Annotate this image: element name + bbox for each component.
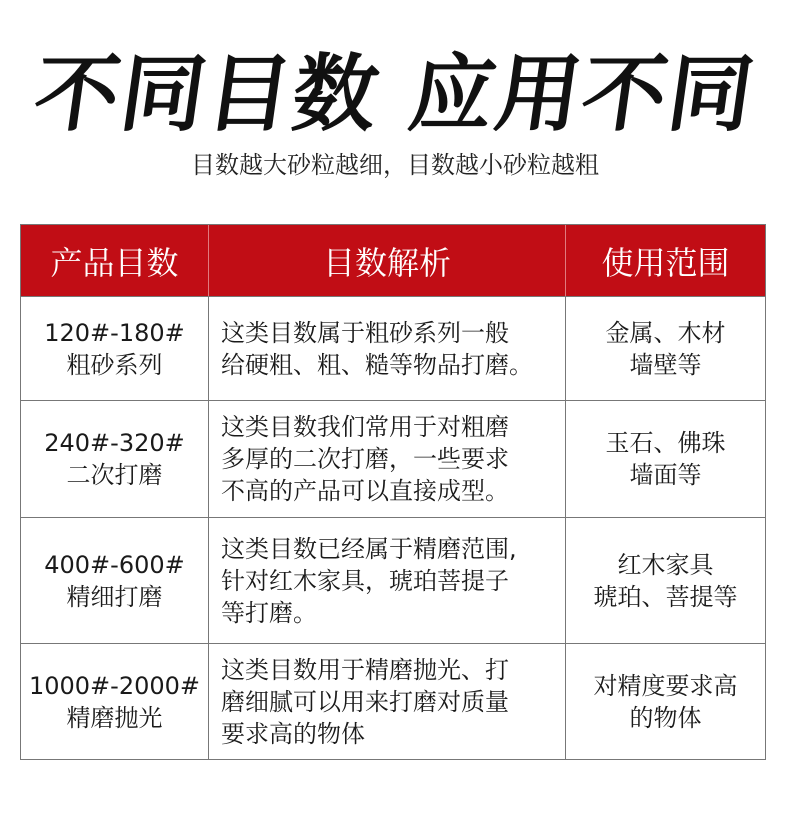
usage-line: 玉石、佛珠 — [605, 429, 726, 457]
usage-line: 红木家具 — [617, 550, 714, 579]
grit-series: 精细打磨 — [66, 582, 163, 611]
usage-cell — [566, 518, 765, 643]
grit-table — [20, 224, 766, 760]
grit-cell — [21, 297, 209, 400]
grit-range: 400#-600# — [44, 550, 185, 579]
header-usage: 使用范围 — [601, 243, 730, 282]
table-row — [21, 400, 765, 517]
grit-series: 粗砂系列 — [66, 350, 163, 379]
usage-cell — [566, 644, 765, 759]
analysis-line: 等打磨。 — [221, 598, 317, 627]
table-header-row — [21, 225, 765, 296]
usage-line: 墙壁等 — [629, 350, 702, 379]
analysis-line: 针对红木家具，琥珀菩提子 — [221, 566, 509, 595]
analysis-line: 要求高的物体 — [221, 719, 365, 748]
usage-line: 墙面等 — [629, 461, 702, 489]
analysis-line: 这类目数用于精磨抛光、打 — [221, 655, 509, 684]
analysis-cell — [209, 644, 566, 759]
analysis-line: 这类目数我们常用于对粗磨 — [221, 413, 509, 441]
grit-range: 240#-320# — [44, 429, 185, 457]
analysis-line: 不高的产品可以直接成型。 — [221, 477, 509, 505]
header-analysis: 目数解析 — [209, 225, 566, 296]
table-row — [21, 296, 765, 400]
page-title: 不同目数 应用不同 — [28, 45, 762, 143]
analysis-line: 这类目数属于粗砂系列一般 — [221, 318, 509, 347]
analysis-line: 多厚的二次打磨，一些要求 — [221, 445, 509, 473]
grit-range: 1000#-2000# — [28, 671, 201, 700]
table-row — [21, 643, 765, 759]
grit-cell — [21, 644, 209, 759]
usage-line: 琥珀、菩提等 — [593, 582, 738, 611]
analysis-cell — [209, 401, 566, 517]
grit-cell — [21, 401, 209, 517]
usage-cell — [566, 297, 765, 400]
analysis-line: 给硬粗、粗、糙等物品打磨。 — [221, 350, 533, 379]
analysis-cell — [209, 518, 566, 643]
analysis-line: 磨细腻可以用来打磨对质量 — [221, 687, 509, 716]
usage-line: 对精度要求高 — [593, 671, 738, 700]
grit-range: 120#-180# — [44, 318, 185, 347]
usage-line: 金属、木材 — [605, 318, 726, 347]
grit-cell — [21, 518, 209, 643]
analysis-line: 这类目数已经属于精磨范围, — [221, 534, 517, 563]
page-subtitle: 目数越大砂粒越细，目数越小砂粒越粗 — [191, 151, 599, 179]
header-grit: 产品目数 — [21, 225, 209, 296]
analysis-cell — [209, 297, 566, 400]
table-row — [21, 517, 765, 643]
grit-series: 二次打磨 — [66, 461, 163, 489]
usage-cell — [566, 401, 765, 517]
usage-line: 的物体 — [629, 703, 702, 732]
grit-series: 精磨抛光 — [66, 703, 163, 732]
